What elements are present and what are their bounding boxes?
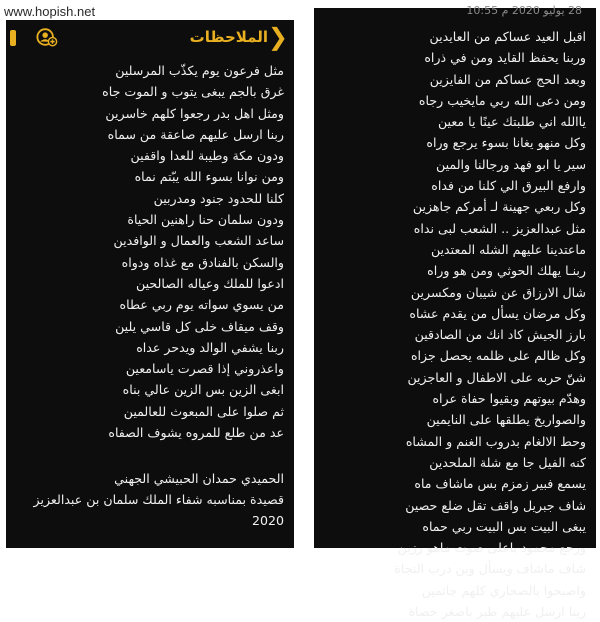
poem-line: وكل ربعي جهينة لـ أمركم جاهزين — [412, 199, 586, 215]
poem-line: وكل مرضان يسأل من يقدم عشاه — [409, 305, 586, 321]
note-timestamp: 28 يوليو 2020 م 10:55 — [466, 4, 582, 17]
poem-line: والصواريخ يطلقها على النايمين — [426, 412, 586, 428]
poem-line: والسكن بالفنادق مع غذاه ودواه — [121, 254, 284, 270]
poem-year: 2020 — [251, 513, 284, 528]
poem-line: ومن دعى الله ربي مايخيب رجاه — [418, 92, 586, 108]
poem-occasion: قصيدة بمناسبه شفاء الملك سلمان بن عبدالعزيز — [33, 492, 284, 507]
poem-line: ودون مكة وطيبة للعدا واقفين — [130, 148, 284, 164]
poem-line: ساعد الشعب والعمال و الوافدين — [113, 233, 284, 249]
notes-back-title[interactable]: الملاحظات — [189, 28, 268, 46]
poem-line: وهدّم بيوتهم وبقيوا حفاة عراه — [432, 391, 586, 407]
poem-line: ياالله اني طلبتك عينًا يا معين — [437, 114, 586, 130]
poem-line: وربنا يحفظ القايد ومن في ذراه — [424, 50, 586, 66]
poem-line: وقف ميقاف خلى كل قاسي يلين — [115, 318, 284, 334]
poem-signature — [14, 468, 284, 531]
poem-line: ربنـا يهلك الحوثي ومن هو وراه — [427, 263, 586, 279]
poem-line: ماعتدينا عليهم الشله المعتدين — [430, 241, 586, 257]
poem-line: بارز الجيش كاد انك من الصادقين — [414, 327, 586, 343]
poem-line: واصبحوا بالصحاري كلهم جاثمين — [421, 582, 586, 598]
poem-line: ودون سلمان حنا راهنين الحياة — [127, 212, 284, 228]
poem-line: ثم صلوا على المبعوث للعالمين — [123, 403, 284, 419]
poem-line: ابغى الزين بس الزين عالي بناه — [122, 382, 284, 398]
poem-line: ربنا ارسل عليهم طير باصغر حصاة — [408, 604, 586, 620]
poem-lines-left — [14, 60, 284, 443]
edge-marker-icon — [10, 30, 16, 46]
poem-line: شاف ماشاف ويسأل وين درب النجاة — [394, 561, 586, 577]
poem-line: وكل ظالم على ظلمه يحصل جزاه — [410, 348, 586, 364]
poem-line: واعذروني إذا قصرت ياسامعين — [125, 361, 284, 377]
poem-line: شاف جبريل واقف تقل ضلع حصين — [405, 497, 586, 513]
poem-line: مثل عبدالعزيز .. الشعب لبى نداه — [413, 220, 586, 236]
poem-line: ادعوا للملك وعياله الصالحين — [136, 275, 284, 291]
poem-line: شال الارزاق عن شيبان ومكسرين — [410, 284, 586, 300]
share-person-icon[interactable] — [36, 26, 58, 48]
poem-line: وكل منهو يغانا بسوء يرجع وراه — [426, 135, 586, 151]
poem-line: اقبل العيد عساكم من العايدين — [429, 29, 586, 44]
poem-line: غرق بالجم يبغى يتوب و الموت جاه — [102, 84, 284, 100]
poem-line: ربنا يشفي الوالد ويدحر عداه — [136, 339, 284, 355]
notes-panel-right — [314, 4, 596, 620]
poem-line: كلنا للحدود جنود ومدربين — [153, 190, 284, 206]
notes-panel-left — [6, 20, 294, 548]
poem-line: ومن نوانا بسوء الله يبّتم نماه — [134, 169, 284, 185]
poem-lines-right — [322, 26, 586, 622]
poem-line: كنه الفيل جا مع شلة الملحدين — [429, 454, 586, 470]
poem-line: وحط الالغام بدروب الغنم و المشاه — [405, 433, 586, 449]
poem-line: سير يا ابو فهد ورجالنا والمين — [436, 156, 586, 172]
poem-line: ومثل اهل بدر رجعوا كلهم خاسرين — [105, 105, 284, 121]
chevron-right-icon[interactable]: ❯ — [267, 23, 288, 51]
poem-line: ورجع محمود باعلى صوت ماهو رزين — [397, 540, 586, 556]
poem-line: وارفع البيرق الي كلنا من فداه — [431, 178, 586, 194]
poem-line: وبعد الحج عساكم من الفايزين — [429, 71, 586, 87]
poem-line: يبغى البيت بس البيت ربي حماه — [422, 518, 586, 534]
poem-line: عد من طلع للمروه يشوف الصفاه — [108, 425, 284, 441]
poet-name: الحميدي حمدان الحبيشي الجهني — [114, 471, 284, 486]
poem-line: مثل فرعون يوم يكذّب المرسلين — [115, 63, 284, 78]
notes-header — [6, 20, 294, 56]
poem-line: يسمع فبير زمزم بس ماشاف ماه — [414, 476, 586, 492]
watermark-text: www.hopish.net — [4, 4, 96, 19]
poem-line: ربنا ارسل عليهم صاعقة من سماه — [107, 126, 284, 142]
poem-line: شنّ حربه على الاطفال و العاجزين — [407, 369, 586, 385]
poem-line: من يسوي سواته يوم ربي عطاه — [119, 297, 284, 313]
